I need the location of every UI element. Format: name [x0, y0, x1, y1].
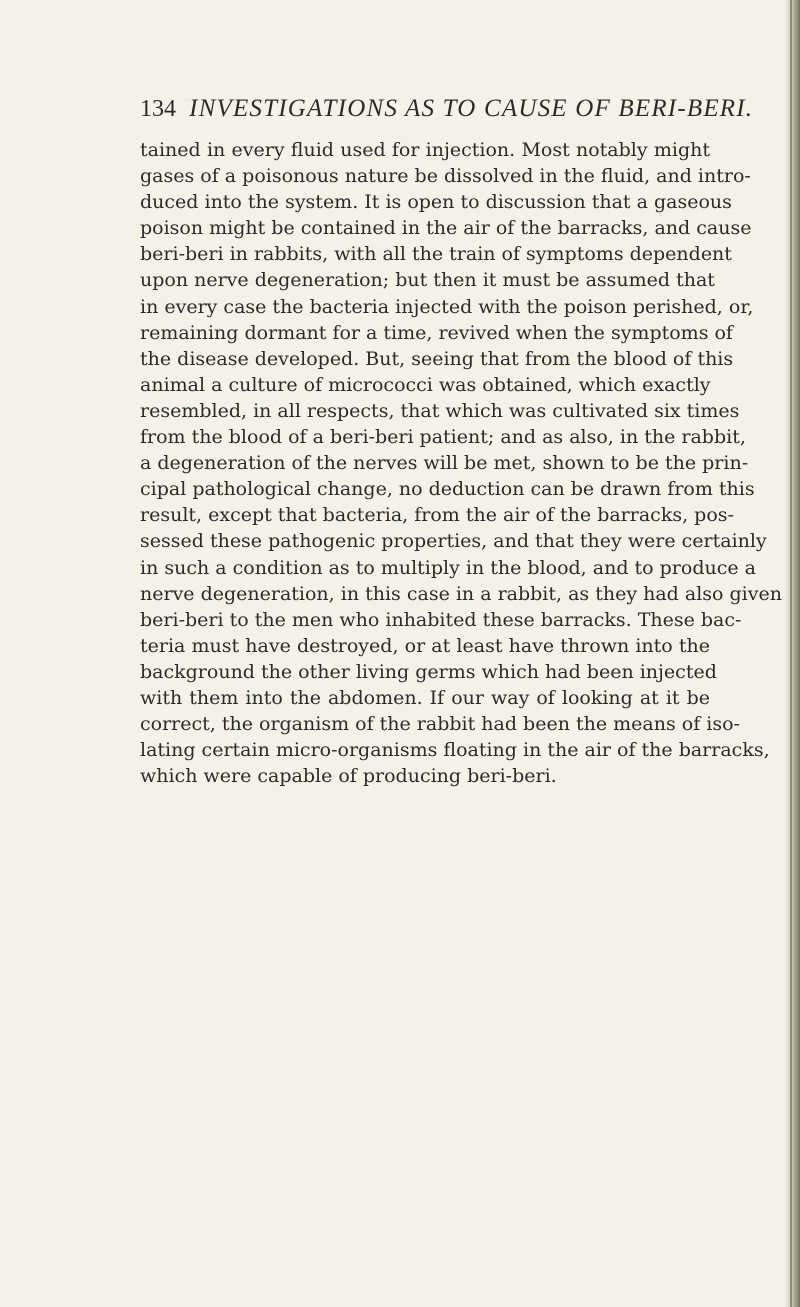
text-line: background the other living germs which had been injected: [140, 660, 717, 683]
text-line: which were capable of producing beri-beri.: [140, 765, 557, 788]
text-line: from the blood of a beri-beri patient; and as also, in the rabbit,: [140, 426, 746, 449]
running-title: INVESTIGATIONS AS TO CAUSE OF BERI-BERI.: [189, 95, 754, 122]
text-line: a degeneration of the nerves will be met, shown to be the prin-: [140, 452, 749, 475]
text-line: poison might be contained in the air of the barracks, and cause: [140, 217, 752, 240]
text-line: teria must have destroyed, or at least have thrown into the: [140, 634, 710, 657]
text-line: animal a culture of micrococci was obtained, which exactly: [140, 373, 711, 396]
page-edge-line: [790, 0, 792, 1307]
text-line: sessed these pathogenic properties, and that they were certainly: [140, 530, 767, 553]
text-line: correct, the organism of the rabbit had been the means of iso-: [140, 713, 740, 736]
text-line: cipal pathological change, no deduction can be drawn from this: [140, 478, 755, 501]
page-number: 134: [140, 96, 176, 122]
page-edge-shadow: [784, 0, 800, 1307]
page-header: [140, 95, 754, 135]
text-line: remaining dormant for a time, revived when the symptoms of: [140, 321, 733, 344]
text-line: beri-beri in rabbits, with all the train of symptoms dependent: [140, 243, 732, 266]
text-line: the disease developed. But, seeing that from the blood of this: [140, 347, 734, 370]
text-line: tained in every fluid used for injection. Most notably might: [140, 139, 710, 161]
text-line: in such a condition as to multiply in the blood, and to produce a: [140, 556, 756, 579]
body-text: [140, 137, 782, 789]
text-line: with them into the abdomen. If our way of looking at it be: [140, 686, 710, 709]
text-line: gases of a poisonous nature be dissolved in the fluid, and intro-: [140, 165, 751, 188]
text-line: in every case the bacteria injected with the poison perished, or,: [140, 295, 754, 318]
text-line: beri-beri to the men who inhabited these barracks. These bac-: [140, 608, 742, 631]
text-line: duced into the system. It is open to discussion that a gaseous: [140, 191, 732, 214]
text-line: lating certain micro-organisms floating in the air of the barracks,: [140, 739, 770, 762]
text-line: result, except that bacteria, from the air of the barracks, pos-: [140, 504, 734, 527]
text-line: upon nerve degeneration; but then it must be assumed that: [140, 269, 715, 292]
text-line: nerve degeneration, in this case in a rabbit, as they had also given: [140, 582, 782, 605]
text-line: resembled, in all respects, that which was cultivated six times: [140, 399, 740, 422]
